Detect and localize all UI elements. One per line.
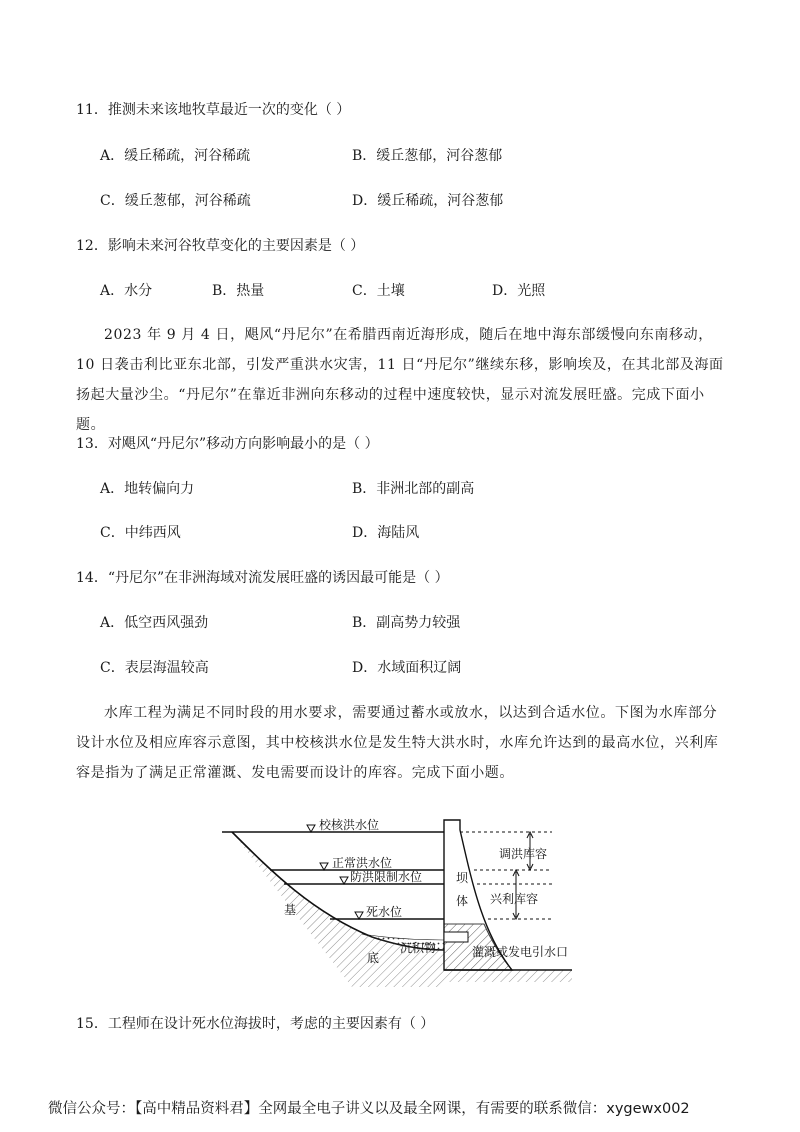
q11-option-d: D．缓丘稀疏，河谷葱郁: [352, 193, 504, 209]
intake-outlet: [444, 932, 468, 942]
passage-reservoir-text: 水库工程为满足不同时段的用水要求，需要通过蓄水或放水，以达到合适水位。下图为水库部分设计水位及相应库容示意图，其中校核洪水位是发生特大洪水时，水库允许达到的最高水位，兴利库容是指为了满足正常灌溉、发电需要而设计的库容。完成下面小题。: [76, 705, 719, 781]
q14-option-c: C．表层海温较高: [100, 660, 209, 676]
passage-reservoir: [76, 698, 726, 788]
q11-stem: 11．推测未来该地牧草最近一次的变化（ ）: [76, 102, 351, 118]
q12-option-b: B．热量: [212, 283, 265, 299]
flood-limit-marker-icon: [340, 877, 348, 884]
outlet-label: 灌溉或发电引水口: [472, 945, 569, 959]
base-char-2: 底: [367, 951, 380, 965]
q11-option-a: A．缓丘稀疏，河谷稀疏: [100, 148, 251, 164]
q15-stem: 15．工程师在设计死水位海拔时，考虑的主要因素有（ ）: [76, 1016, 435, 1032]
check-flood-marker-icon: [307, 825, 315, 832]
q13-option-b: B．非洲北部的副高: [352, 481, 475, 497]
flood-limit-label: 防洪限制水位: [350, 870, 423, 884]
q13-option-c: C．中纬西风: [100, 525, 181, 541]
dead-level-marker-icon: [355, 912, 363, 919]
q14-stem: 14．“丹尼尔”在非洲海域对流发展旺盛的诱因最可能是（ ）: [76, 570, 449, 586]
normal-flood-label: 正常洪水位: [332, 856, 393, 870]
q14-option-d: D．水域面积辽阔: [352, 660, 462, 676]
q13-option-d: D．海陆风: [352, 525, 420, 541]
q12-option-a: A．水分: [100, 283, 153, 299]
q11-option-b: B．缓丘葱郁，河谷葱郁: [352, 148, 503, 164]
normal-flood-marker-icon: [320, 863, 328, 870]
base-char-1: 基: [284, 903, 297, 917]
q13-stem: 13．对飓风“丹尼尔”移动方向影响最小的是（ ）: [76, 436, 379, 452]
dam-char-1: 坝: [456, 871, 469, 885]
q13-option-a: A．地转偏向力: [100, 481, 195, 497]
q14-option-a: A．低空西风强劲: [100, 615, 209, 631]
sediment-label: 沉积物: [400, 941, 437, 955]
reservoir-diagram: [212, 812, 592, 992]
footer-note: 微信公众号：【高中精品资料君】全网最全电子讲义以及最全网课，有需要的联系微信：xygewx002: [48, 1101, 690, 1117]
flood-storage-label: 调洪库容: [499, 847, 548, 861]
passage-daniel-text: 2023 年 9 月 4 日，飓风“丹尼尔”在希腊西南近海形成，随后在地中海东部缓慢向东南移动，10 日袭击利比亚东北部，引发严重洪水灾害，11 日“丹尼尔”继续东移，影响埃及，在其北部及海面扬起大量沙尘。“丹尼尔”在靠近非洲向东移动的过程中速度较快，显示对流发展旺盛。完成下面小题。: [76, 327, 724, 433]
q12-stem: 12．影响未来河谷牧草变化的主要因素是（ ）: [76, 238, 365, 254]
dam-foundation: [444, 970, 572, 982]
useful-storage-label: 兴利库容: [490, 892, 539, 906]
passage-daniel: [76, 320, 726, 440]
dead-level-label: 死水位: [366, 905, 403, 919]
q12-option-d: D．光照: [492, 283, 546, 299]
q14-option-b: B．副高势力较强: [352, 615, 461, 631]
q12-option-c: C．土壤: [352, 283, 405, 299]
dam-char-2: 体: [456, 894, 469, 908]
q11-option-c: C．缓丘葱郁，河谷稀疏: [100, 193, 251, 209]
check-flood-label: 校核洪水位: [319, 818, 380, 832]
